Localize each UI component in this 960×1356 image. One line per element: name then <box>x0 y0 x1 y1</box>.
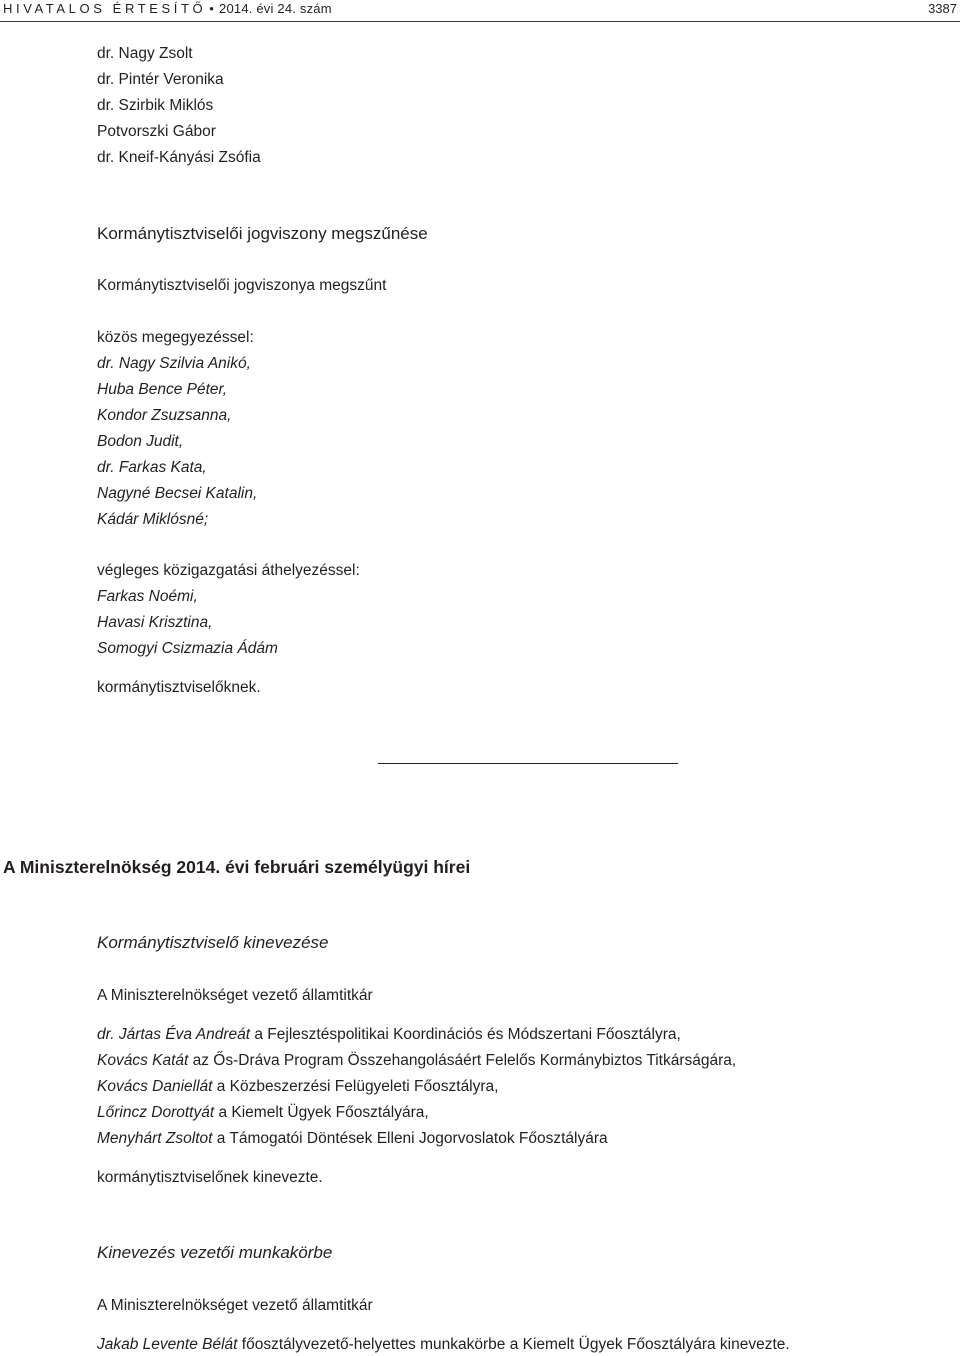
executive-target: főosztályvezető-helyettes munkakörbe a Kiemelt Ügyek Főosztályára kinevezte. <box>237 1336 790 1353</box>
mutual-name: Bodon Judit, <box>97 433 184 450</box>
appointment-line <box>97 1077 498 1097</box>
name-line: dr. Pintér Veronika <box>97 71 224 88</box>
appointment-line <box>97 1025 681 1045</box>
executive-heading: Kinevezés vezetői munkakörbe <box>97 1243 333 1262</box>
appointee-name: Kovács Daniellát <box>97 1078 213 1095</box>
termination-intro: Kormánytisztviselői jogviszonya megszűnt <box>97 277 387 294</box>
mutual-name: dr. Farkas Kata, <box>97 459 207 476</box>
appointment-line <box>97 1103 429 1123</box>
termination-closing: kormánytisztviselőknek. <box>97 679 261 696</box>
appointee-name: Menyhárt Zsoltot <box>97 1130 213 1147</box>
transfer-name: Havasi Krisztina, <box>97 614 213 631</box>
name-line: Potvorszki Gábor <box>97 123 216 140</box>
header-bullet: • <box>209 1 215 16</box>
appointment-closing: kormánytisztviselőnek kinevezte. <box>97 1169 323 1186</box>
name-line: dr. Nagy Zsolt <box>97 45 193 62</box>
executive-line <box>97 1335 790 1355</box>
page-number: 3387 <box>928 1 957 16</box>
termination-heading: Kormánytisztviselői jogviszony megszűnése <box>97 224 428 243</box>
appointee-name: Lőrincz Dorottyát <box>97 1104 215 1121</box>
page-header <box>0 0 960 22</box>
executive-actor: A Miniszterelnökséget vezető államtitkár <box>97 1297 373 1314</box>
mutual-name: Huba Bence Péter, <box>97 381 228 398</box>
appointment-actor: A Miniszterelnökséget vezető államtitkár <box>97 987 373 1004</box>
mutual-name: dr. Nagy Szilvia Anikó, <box>97 355 251 372</box>
appointment-line <box>97 1051 736 1071</box>
name-line: dr. Kneif-Kányási Zsófia <box>97 149 261 166</box>
mutual-name: Kondor Zsuzsanna, <box>97 407 232 424</box>
executive-name: Jakab Levente Bélát <box>97 1336 238 1353</box>
section-title: A Miniszterelnökség 2014. évi februári személyügyi hírei <box>3 857 471 877</box>
appointment-line <box>97 1129 608 1149</box>
issue-label: 2014. évi 24. szám <box>219 1 332 16</box>
journal-title: HIVATALOS ÉRTESÍTŐ <box>3 1 207 16</box>
name-line: dr. Szirbik Miklós <box>97 97 214 114</box>
appointee-name: dr. Jártas Éva Andreát <box>97 1026 251 1043</box>
transfer-name: Somogyi Csizmazia Ádám <box>97 640 278 657</box>
appointment-heading: Kormánytisztviselő kinevezése <box>97 933 329 952</box>
mutual-name: Nagyné Becsei Katalin, <box>97 485 258 502</box>
section-divider <box>378 763 678 764</box>
appointee-name: Kovács Katát <box>97 1052 189 1069</box>
header-journal <box>3 1 332 16</box>
transfer-name: Farkas Noémi, <box>97 588 198 605</box>
appointment-target: a Kiemelt Ügyek Főosztályára, <box>214 1104 429 1121</box>
transfer-label: végleges közigazgatási áthelyezéssel: <box>97 562 360 579</box>
mutual-label: közös megegyezéssel: <box>97 329 254 346</box>
appointment-target: a Támogatói Döntések Elleni Jogorvoslatok Főosztályára <box>212 1130 608 1147</box>
appointment-target: a Közbeszerzési Felügyeleti Főosztályra, <box>212 1078 499 1095</box>
mutual-name: Kádár Miklósné; <box>97 511 209 528</box>
appointment-target: a Fejlesztéspolitikai Koordinációs és Módszertani Főosztályra, <box>250 1026 681 1043</box>
appointment-target: az Ős-Dráva Program Összehangolásáért Felelős Kormánybiztos Titkárságára, <box>188 1052 737 1069</box>
